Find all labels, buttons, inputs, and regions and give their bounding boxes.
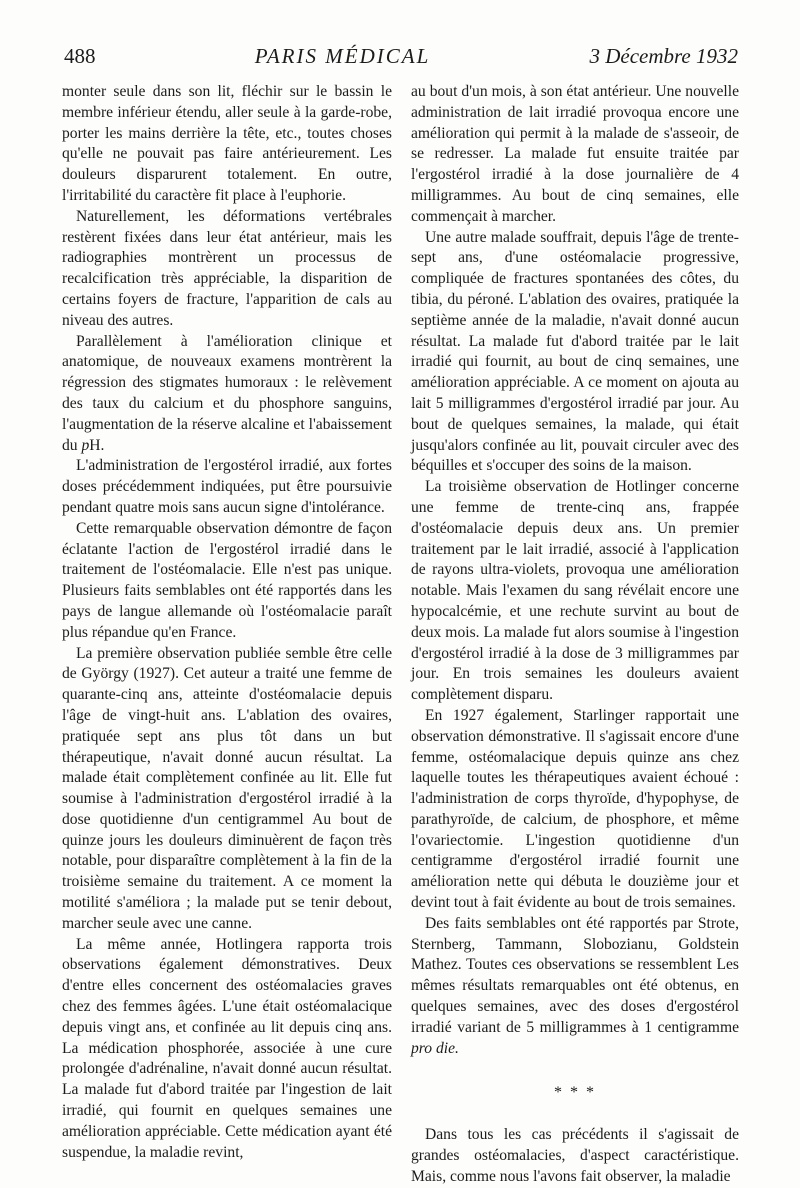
page-number: 488 (64, 44, 96, 68)
latin-phrase: pro die. (411, 1039, 459, 1057)
running-title: PARIS MÉDICAL (254, 44, 431, 68)
paragraph: La troisième observation de Hotlinger concerne une femme de trente-cinq ans, frappée d'ostéomalacie depuis deux ans. Un premier traitement par le lait irradié, associé à l'application de rayons ultra-violets, provoqua une amélioration notable. Mais l'examen du sang révélait encore une hypocalcémie, et une rechute survint au bout de deux mois. La malade fut alors soumise à l'ingestion d'ergostérol irradié à la dose de 3 milligrammes par jour. En trois semaines les douleurs avaient complètement disparu. (411, 478, 739, 704)
paragraph-text: H. (89, 436, 105, 454)
paragraph (62, 332, 392, 457)
paragraph: monter seule dans son lit, fléchir sur le bassin le membre inférieur étendu, aller seule à la garde-robe, porter les mains derrière la tête, etc., toutes choses qu'elle ne pouvait pas faire antérieurement. Les douleurs disparurent totalement. En outre, l'irritabilité du caractère fit place à l'euphorie. (62, 83, 392, 204)
paragraph: L'administration de l'ergostérol irradié, aux fortes doses précédemment indiquées, put être poursuivie pendant quatre mois sans aucun signe d'intolérance. (62, 457, 392, 516)
page-header (64, 44, 738, 76)
paragraph: Cette remarquable observation démontre de façon éclatante l'action de l'ergostérol irradié dans le traitement de l'ostéomalacie. Elle n'est pas unique. Plusieurs faits semblables ont été rapportés dans les pays de langue allemande où l'ostéomalacie paraît plus répandue qu'en France. (62, 519, 392, 641)
section-separator: * * * (554, 1084, 596, 1102)
paragraph: En 1927 également, Starlinger rapportait une observation démonstrative. Il s'agissait encore d'une femme, ostéomalacique depuis quinze ans chez laquelle toutes les thérapeutiques avaient échoué : l'administration de corps thyroïde, d'hypophyse, de parathyroïde, de calcium, de phosphore, et même l'ovariectomie. L'ingestion quotidienne d'un centigramme d'ergostérol irradié fournit une amélioration nette qui débuta le douzième jour et devint tout à fait évidente au bout de trois semaines. (411, 706, 739, 912)
paragraph: Naturellement, les déformations vertébrales restèrent fixées dans leur état antérieur, mais les radiographies montrèrent un processus de recalcification très appréciable, la disparition de certains foyers de fracture, l'apparition de cals au niveau des autres. (62, 207, 392, 329)
left-column (62, 82, 392, 1161)
paragraph (411, 914, 739, 1060)
paragraph-text: Des faits semblables ont été rapportés par Strote, Sternberg, Tammann, Slobozianu, Goldstein Mathez. Toutes ces observations se ressemblent Les mêmes résultats remarquables ont été obtenus, en quelques semaines, avec des doses d'ergostérol irradié variant de 5 milligrammes à 1 centigramme (411, 914, 739, 1036)
ph-italic: p (81, 436, 90, 454)
issue-date: 3 Décembre 1932 (589, 44, 738, 68)
paragraph: au bout d'un mois, à son état antérieur. Une nouvelle administration de lait irradié provoqua encore une amélioration qui permit à la malade de s'asseoir, de se redresser. La malade fut ensuite traitée par l'ergostérol irradié à la dose journalière de 4 milligrammes. Au bout de cinq semaines, elle commençait à marcher. (411, 83, 739, 225)
paragraph: Dans tous les cas précédents il s'agissait de grandes ostéomalacies, d'aspect caractéristique. Mais, comme nous l'avons fait observer, la maladie (411, 1126, 739, 1186)
paragraph-text: Parallèlement à l'amélioration clinique et anatomique, de nouveaux examens montrèrent la régression des stigmates humoraux : le relèvement des taux du calcium et du phosphore sanguins, l'augmentation de la réserve alcaline et l'abaissement du (62, 332, 392, 454)
paragraph: La première observation publiée semble être celle de György (1927). Cet auteur a traité une femme de quarante-cinq ans, atteinte d'ostéomalacie depuis l'âge de vingt-huit ans. L'ablation des ovaires, pratiquée sept ans plus tôt dans un but thérapeutique, n'avait donné aucun résultat. La malade était complètement confinée au lit. Elle fut soumise à l'administration d'ergostérol irradié à la dose quotidienne d'un centigrammel Au bout de quinze jours les douleurs diminuèrent de façon très notable, pour disparaître complètement à la fin de la troisième semaine du traitement. A ce moment la motilité s'améliora ; la malade put se tenir debout, marcher seule avec une canne. (62, 644, 392, 932)
paragraph: Une autre malade souffrait, depuis l'âge de trente-sept ans, d'une ostéomalacie progressive, compliquée de fractures spontanées des côtes, du tibia, du péroné. L'ablation des ovaires, pratiquée la septième année de la maladie, n'avait donné aucun résultat. La malade fut d'abord traitée par le lait irradié qui fournit, au bout de cinq semaines, une amélioration appréciable. A ce moment on ajouta au lait 5 milligrammes d'ergostérol irradié par jour. Au bout de quelques semaines, la malade, qui était jusqu'alors confinée au lit, pouvait circuler avec des béquilles et s'occuper des soins de la maison. (411, 228, 739, 475)
paragraph: La même année, Hotlingera rapporta trois observations également démonstratives. Deux d'entre elles concernent des ostéomalacies graves chez des femmes âgées. L'une était ostéomalacique depuis vingt ans, et confinée au lit depuis cinq ans. La médication phosphorée, associée à une cure prolongée d'adrénaline, n'avait donné aucun résultat. La malade fut d'abord traitée par l'ingestion de lait irradié, qui fournit en quelques semaines une amélioration appréciable. Cette médication ayant été suspendue, la maladie revint, (62, 935, 392, 1161)
right-column (411, 82, 739, 1186)
